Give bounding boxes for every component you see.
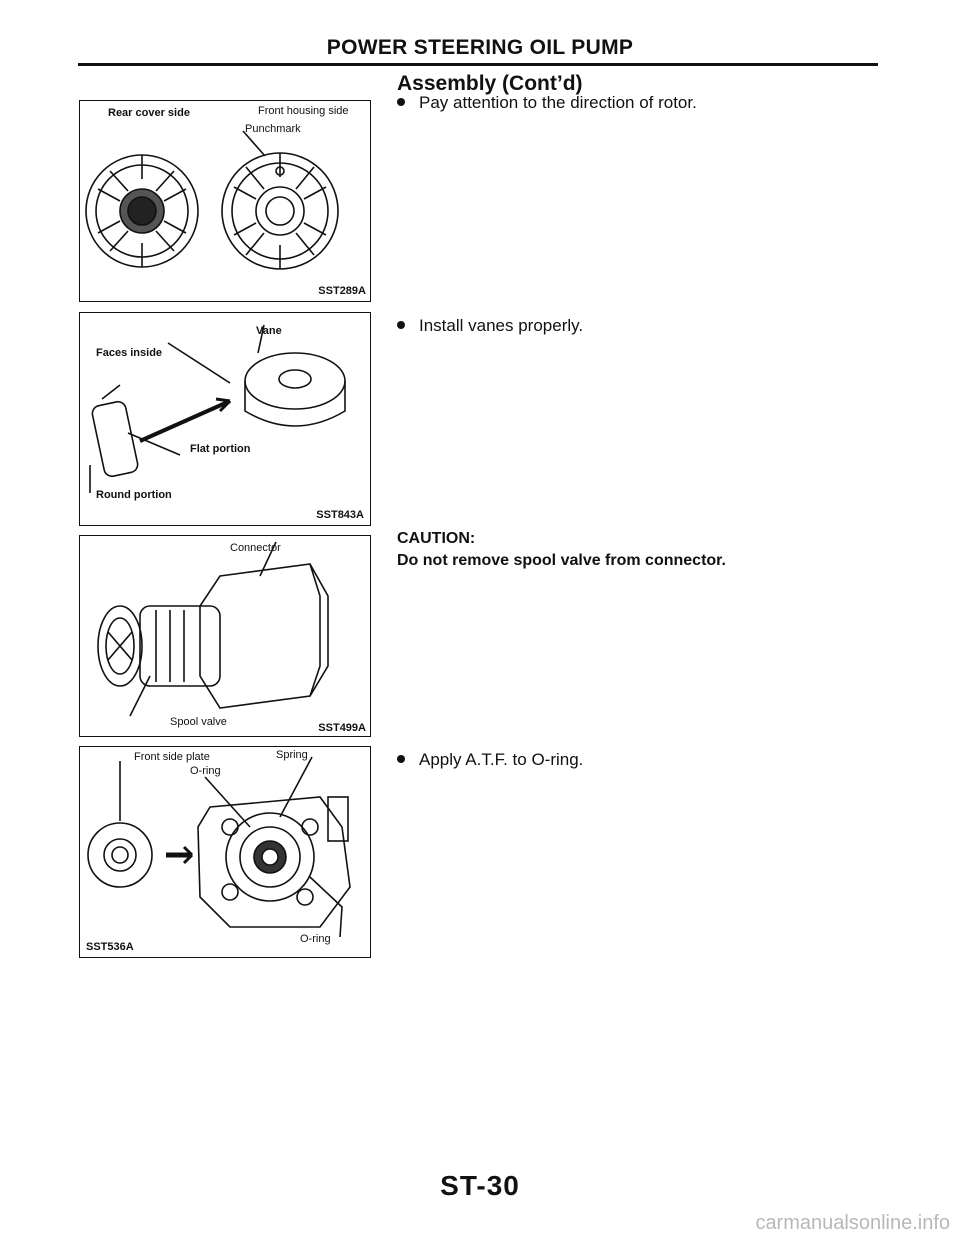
oring-illustration bbox=[80, 747, 370, 957]
label-connector: Connector bbox=[230, 542, 281, 554]
label-spring: Spring bbox=[276, 749, 308, 761]
caution-block bbox=[397, 528, 726, 572]
bullet-icon bbox=[397, 98, 405, 106]
page-number: ST-30 bbox=[440, 1170, 520, 1201]
label-punchmark: Punchmark bbox=[245, 123, 301, 135]
label-o-ring-upper: O-ring bbox=[190, 765, 221, 777]
figure-spool-valve bbox=[79, 535, 371, 737]
connector-illustration bbox=[80, 536, 370, 736]
instruction-install-vanes bbox=[397, 316, 583, 336]
label-round-portion: Round portion bbox=[96, 489, 172, 501]
bullet-icon bbox=[397, 755, 405, 763]
label-front-side-plate: Front side plate bbox=[134, 751, 210, 763]
instruction-text: Pay attention to the direction of rotor. bbox=[419, 93, 697, 112]
rotor-illustration bbox=[80, 101, 370, 301]
figure-code: SST536A bbox=[86, 941, 134, 953]
figure-code: SST499A bbox=[318, 722, 366, 734]
caution-text: Do not remove spool valve from connector. bbox=[397, 552, 726, 569]
header-rule bbox=[78, 63, 878, 66]
instruction-text: Apply A.T.F. to O-ring. bbox=[419, 750, 584, 769]
label-faces-inside: Faces inside bbox=[96, 347, 163, 359]
label-vane: Vane bbox=[256, 325, 282, 337]
page-header-title: POWER STEERING OIL PUMP bbox=[326, 36, 634, 59]
label-rear-cover-side: Rear cover side bbox=[108, 107, 190, 119]
instruction-rotor-direction bbox=[397, 93, 697, 113]
figure-code: SST843A bbox=[316, 509, 364, 521]
caution-heading: CAUTION: bbox=[397, 530, 476, 547]
figure-install-vanes bbox=[79, 312, 371, 526]
instruction-apply-atf bbox=[397, 750, 583, 770]
bullet-icon bbox=[397, 321, 405, 329]
label-flat-portion: Flat portion bbox=[190, 443, 251, 455]
watermark: carmanualsonline.info bbox=[755, 1212, 950, 1234]
section-title: Assembly (Cont’d) bbox=[397, 72, 583, 95]
figure-rotor-direction bbox=[79, 100, 371, 302]
label-spool-valve: Spool valve bbox=[170, 716, 227, 728]
figure-apply-atf bbox=[79, 746, 371, 958]
label-front-housing-side: Front housing side bbox=[258, 105, 349, 117]
instruction-text: Install vanes properly. bbox=[419, 316, 584, 335]
label-o-ring-lower: O-ring bbox=[300, 933, 331, 945]
figure-code: SST289A bbox=[318, 285, 366, 297]
